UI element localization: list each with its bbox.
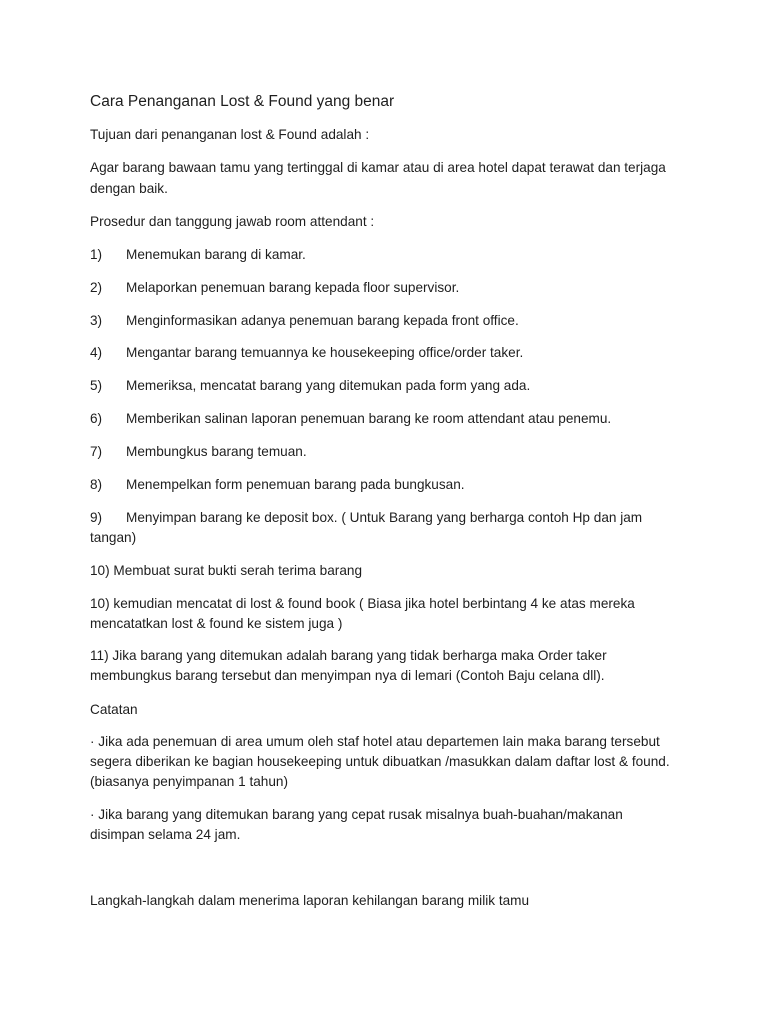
purpose-line-1: Agar barang bawaan tamu yang tertinggal di kamar atau di area hotel dapat terawat dan terjaga — [90, 160, 666, 175]
step-number: 4) — [90, 345, 103, 360]
step-7 — [90, 442, 307, 462]
step-number: 9) — [90, 510, 103, 525]
step-6 — [90, 409, 611, 429]
step-text: Menyimpan barang ke deposit box. ( Untuk Barang yang berharga contoh Hp dan jam — [126, 510, 643, 525]
step-number: 8) — [90, 477, 103, 492]
step-text: Membungkus barang temuan. — [126, 444, 307, 459]
step-10b-line-1: 10) kemudian mencatat di lost & found book ( Biasa jika hotel berbintang 4 ke atas mereka — [90, 596, 635, 611]
step-1 — [90, 245, 306, 265]
step-9 — [90, 508, 642, 528]
note-2-line-2: disimpan selama 24 jam. — [90, 827, 241, 842]
step-9-continuation: tangan) — [90, 530, 137, 545]
step-number: 5) — [90, 378, 103, 393]
page-title: Cara Penanganan Lost & Found yang benar — [90, 93, 395, 110]
step-text: Menempelkan form penemuan barang pada bungkusan. — [126, 477, 465, 492]
note-1-line-3: (biasanya penyimpanan 1 tahun) — [90, 774, 288, 789]
step-text: Menginformasikan adanya penemuan barang kepada front office. — [126, 313, 519, 328]
step-text: Mengantar barang temuannya ke housekeeping office/order taker. — [126, 345, 524, 360]
step-3 — [90, 311, 519, 331]
step-number: 6) — [90, 411, 103, 426]
step-10a: 10) Membuat surat bukti serah terima barang — [90, 563, 363, 578]
next-section-heading: Langkah-langkah dalam menerima laporan kehilangan barang milik tamu — [90, 893, 530, 908]
step-2 — [90, 278, 459, 298]
step-number: 2) — [90, 280, 103, 295]
step-11-line-2: membungkus barang tersebut dan menyimpan nya di lemari (Contoh Baju celana dll). — [90, 668, 605, 683]
step-number: 3) — [90, 313, 103, 328]
note-1-line-1: · Jika ada penemuan di area umum oleh staf hotel atau departemen lain maka barang tersebut — [90, 734, 660, 749]
step-4 — [90, 343, 523, 363]
step-5 — [90, 376, 530, 396]
step-8 — [90, 475, 465, 495]
note-2-line-1: · Jika barang yang ditemukan barang yang cepat rusak misalnya buah-buahan/makanan — [90, 807, 623, 822]
step-11-line-1: 11) Jika barang yang ditemukan adalah barang yang tidak berharga maka Order taker — [90, 648, 607, 663]
step-text: Memeriksa, mencatat barang yang ditemukan pada form yang ada. — [126, 378, 531, 393]
notes-heading: Catatan — [90, 702, 138, 717]
procedure-heading: Prosedur dan tanggung jawab room attendant : — [90, 214, 375, 229]
note-1-line-2: segera diberikan ke bagian housekeeping untuk dibuatkan /masukkan dalam daftar lost & found. — [90, 754, 670, 769]
step-text: Menemukan barang di kamar. — [126, 247, 306, 262]
step-text: Melaporkan penemuan barang kepada floor supervisor. — [126, 280, 460, 295]
step-10b-line-2: mencatatkan lost & found ke sistem juga ) — [90, 616, 343, 631]
step-text: Memberikan salinan laporan penemuan barang ke room attendant atau penemu. — [126, 411, 612, 426]
purpose-line-2: dengan baik. — [90, 181, 168, 196]
step-number: 1) — [90, 247, 103, 262]
step-number: 7) — [90, 444, 103, 459]
intro-text: Tujuan dari penanganan lost & Found adalah : — [90, 127, 370, 142]
